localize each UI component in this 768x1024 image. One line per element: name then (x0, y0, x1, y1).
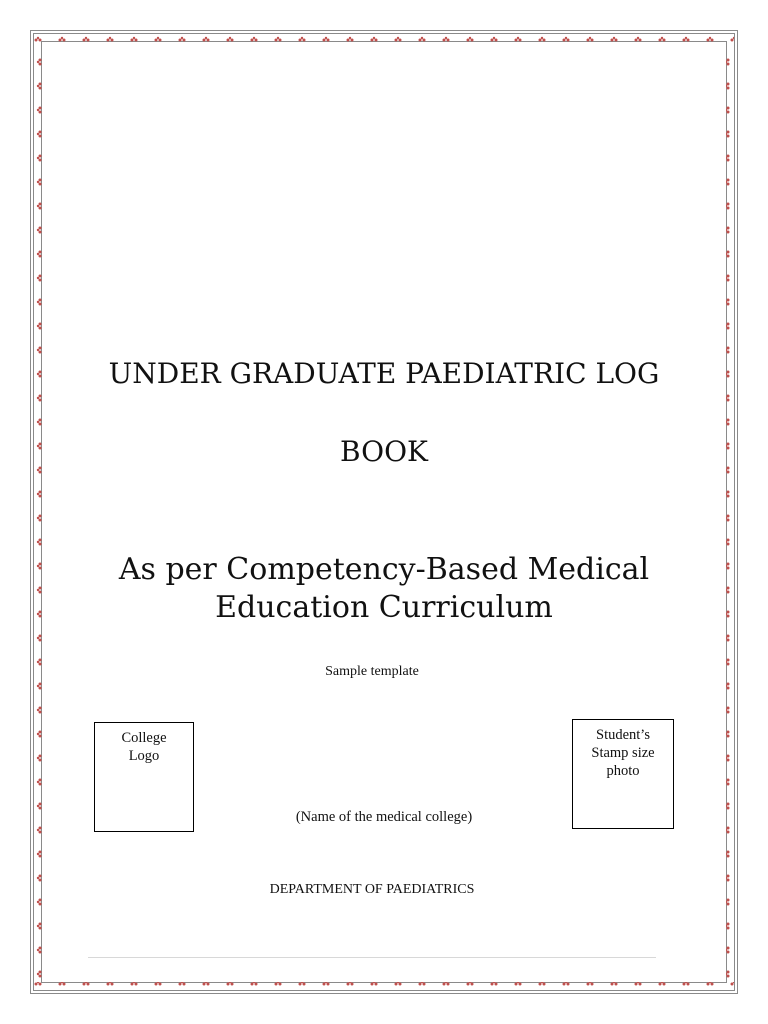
document-title-line-2: BOOK (340, 435, 428, 468)
subtitle-line-2: Education Curriculum (215, 590, 553, 625)
college-name-placeholder: (Name of the medical college) (295, 809, 473, 825)
logo-box-line-2: Logo (128, 748, 160, 764)
logo-box-line-1: College (121, 730, 167, 746)
department-name: DEPARTMENT OF PAEDIATRICS (269, 882, 475, 897)
document-subtitle (0, 551, 768, 627)
photo-box-line-3: photo (606, 763, 640, 779)
document-title-line-1: UNDER GRADUATE PAEDIATRIC LOG (108, 357, 660, 390)
photo-box-line-2: Stamp size (591, 745, 655, 761)
footer-divider (88, 957, 656, 958)
sample-template-label: Sample template (325, 664, 419, 679)
photo-box-line-1: Student’s (596, 727, 650, 743)
subtitle-line-1: As per Competency-Based Medical (118, 552, 650, 587)
